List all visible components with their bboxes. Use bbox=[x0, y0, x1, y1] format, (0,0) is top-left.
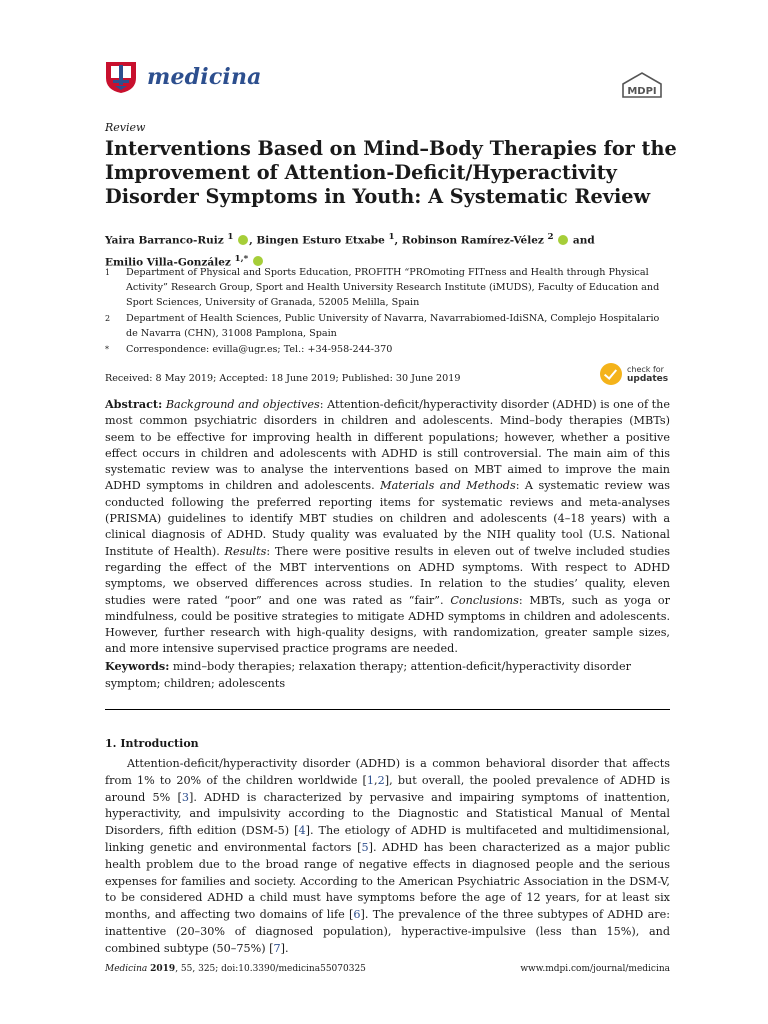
abstract-label: Abstract: bbox=[105, 397, 163, 411]
author-conjunction: and bbox=[569, 234, 595, 247]
citation-link[interactable]: 3 bbox=[181, 790, 189, 804]
abstract bbox=[105, 396, 670, 658]
check-updates-text bbox=[627, 365, 668, 384]
check-icon bbox=[600, 363, 622, 385]
keywords bbox=[105, 658, 670, 692]
abstract-results-label: Results bbox=[224, 544, 267, 558]
check-updates-line1: check for bbox=[627, 364, 664, 374]
journal-logo bbox=[103, 60, 262, 94]
article-type: Review bbox=[105, 121, 146, 134]
intro-text: Attention-deficit/hyperactivity disorder (ADHD) is a common behavioral disorder that affects from 1% to 20% of the children worldwide [ bbox=[105, 757, 670, 787]
intro-text: ], but overall, the pooled prevalence of ADHD is around 5% [ bbox=[105, 773, 670, 804]
check-for-updates-badge[interactable] bbox=[600, 363, 668, 385]
intro-text: ]. ADHD is characterized by pervasive and impairing symptoms of inattention, hyperactivity, and impulsivity according to the Diagnostic and Statistical Manual of Mental Disorders, fifth edition (DSM-5) [ bbox=[105, 790, 670, 838]
journal-emblem-icon bbox=[103, 60, 139, 94]
footer-journal: Medicina bbox=[105, 964, 148, 974]
footer-rest: , 55, 325; doi:10.3390/medicina55070325 bbox=[175, 964, 366, 974]
orcid-icon[interactable] bbox=[238, 235, 248, 245]
citation-link[interactable]: 1 bbox=[366, 773, 375, 787]
publisher-logo bbox=[617, 70, 667, 104]
abstract-background-label: Background and objectives bbox=[165, 398, 320, 411]
citation-link[interactable]: 4 bbox=[298, 824, 306, 838]
article-title: Interventions Based on Mind–Body Therapies for the Improvement of Attention-Deficit/Hyperactivity Disorder Symptoms in Youth: A Systematic Review bbox=[105, 137, 677, 208]
author-affiliation-sup: 1,* bbox=[234, 253, 249, 264]
footer-year: 2019 bbox=[150, 964, 176, 974]
intro-paragraph bbox=[105, 756, 670, 958]
abstract-conclusions-label: Conclusions bbox=[450, 593, 519, 607]
orcid-icon[interactable] bbox=[558, 235, 568, 245]
mdpi-logo-icon bbox=[617, 70, 667, 100]
intro-text: ]. ADHD has been characterized as a major public health problem due to the broad range of negative effects in diagnosed people and the serious expenses for families and society. According to the American Psychiatric Association in the DSM-V, to be considered ADHD a child must have symptoms before the age of 12 years, for at least six months, and affecting two domains of life [ bbox=[105, 840, 670, 922]
affiliation-1 bbox=[105, 265, 670, 310]
citation-link[interactable]: 6 bbox=[353, 908, 361, 922]
correspondence-text[interactable]: Correspondence: evilla@ugr.es; Tel.: +34-958-244-370 bbox=[126, 344, 393, 355]
footer-url[interactable]: www.mdpi.com/journal/medicina bbox=[520, 964, 670, 974]
keywords-text: mind–body therapies; relaxation therapy; attention-deficit/hyperactivity disorder symptom; children; adolescents bbox=[105, 660, 631, 690]
correspondence bbox=[105, 342, 670, 357]
affiliation-mark: * bbox=[105, 345, 109, 354]
affiliation-text: Department of Health Sciences, Public University of Navarra, Navarrabiomed-IdiSNA, Complejo Hospitalario de Navarra (CHN), 31008 Pamplona, Spain bbox=[126, 313, 660, 339]
publisher-name: MDPI bbox=[627, 86, 657, 97]
keywords-label: Keywords: bbox=[105, 659, 170, 673]
author-affiliation-sup: 1 bbox=[388, 232, 395, 242]
intro-text: , bbox=[374, 773, 378, 787]
affiliation-mark: 2 bbox=[105, 314, 111, 323]
abstract-methods-text: : A systematic review was conducted following the preferred reporting items for systematic reviews and meta-analyses (PRISMA) guidelines to identify MBT studies on children and adolescents (4–18 years) with a clinical diagnosis of ADHD. Study quality was evaluated by the NIH quality tool (U.S. National Institute of Health). bbox=[105, 479, 670, 558]
affiliation-text: Department of Physical and Sports Education, PROFITH “PROmoting FITness and Health through Physical Activity” Research Group, Sport and Health University Research Institute (iMUDS), Faculty of Education and Sport Sciences, University of Granada, 52005 Melilla, Spain bbox=[126, 267, 660, 308]
affiliation-mark: 1 bbox=[105, 268, 111, 277]
abstract-conclusions-text: : MBTs, such as yoga or mindfulness, could be positive strategies to mitigate ADHD symptoms in children and adolescents. However, further research with high-quality designs, with randomization, greater sample sizes, and more intensive supervised practice programs are needed. bbox=[105, 593, 670, 656]
citation-link[interactable]: 7 bbox=[273, 941, 281, 955]
section-heading: 1. Introduction bbox=[105, 737, 199, 750]
intro-text: ]. The prevalence of the three subtypes of ADHD are: inattentive (20–30% of diagnosed population), hyperactive-impulsive (less than 15%), and combined subtype (50–75%) [ bbox=[105, 908, 670, 955]
journal-name: medicina bbox=[147, 64, 262, 90]
author-name[interactable]: , Bingen Esturo Etxabe bbox=[249, 234, 385, 247]
intro-text: ]. The etiology of ADHD is multifaceted and multidimensional, linking genetic and environmental factors [ bbox=[105, 824, 670, 854]
author-affiliation-sup: 2 bbox=[547, 232, 554, 242]
footer-citation bbox=[105, 964, 366, 974]
citation-link[interactable]: 2 bbox=[377, 773, 385, 787]
section-divider bbox=[105, 709, 670, 710]
author-name[interactable]: Yaira Barranco-Ruiz bbox=[105, 234, 224, 247]
author-affiliation-sup: 1 bbox=[227, 232, 234, 242]
intro-text: ]. bbox=[280, 941, 289, 955]
author-name[interactable]: , Robinson Ramírez-Vélez bbox=[394, 234, 544, 247]
publication-dates: Received: 8 May 2019; Accepted: 18 June 2019; Published: 30 June 2019 bbox=[105, 373, 461, 384]
abstract-results-text: : There were positive results in eleven out of twelve included studies regarding the effect of the MBT interventions on ADHD symptoms. With respect to ADHD symptoms, we observed differences across studies. In relation to the studies’ quality, eleven studies were rated “poor” and one was rated as “fair”. bbox=[105, 544, 670, 607]
check-updates-line2: updates bbox=[627, 373, 669, 384]
citation-link[interactable]: 5 bbox=[361, 840, 369, 854]
affiliation-2 bbox=[105, 311, 670, 341]
author-name[interactable]: Emilio Villa-González bbox=[105, 256, 231, 268]
abstract-methods-label: Materials and Methods bbox=[380, 479, 516, 493]
abstract-background-text: : Attention-deficit/hyperactivity disorder (ADHD) is one of the most common psychiatric disorders in children and adolescents. Mind–body therapies (MBTs) seem to be effective for improving health in different populations; however, whether a positive effect occurs in children and adolescents with ADHD is still controversial. The main aim of this systematic review was to analyse the interventions based on MBT aimed to improve the main ADHD symptoms in children and adolescents. bbox=[105, 398, 670, 493]
